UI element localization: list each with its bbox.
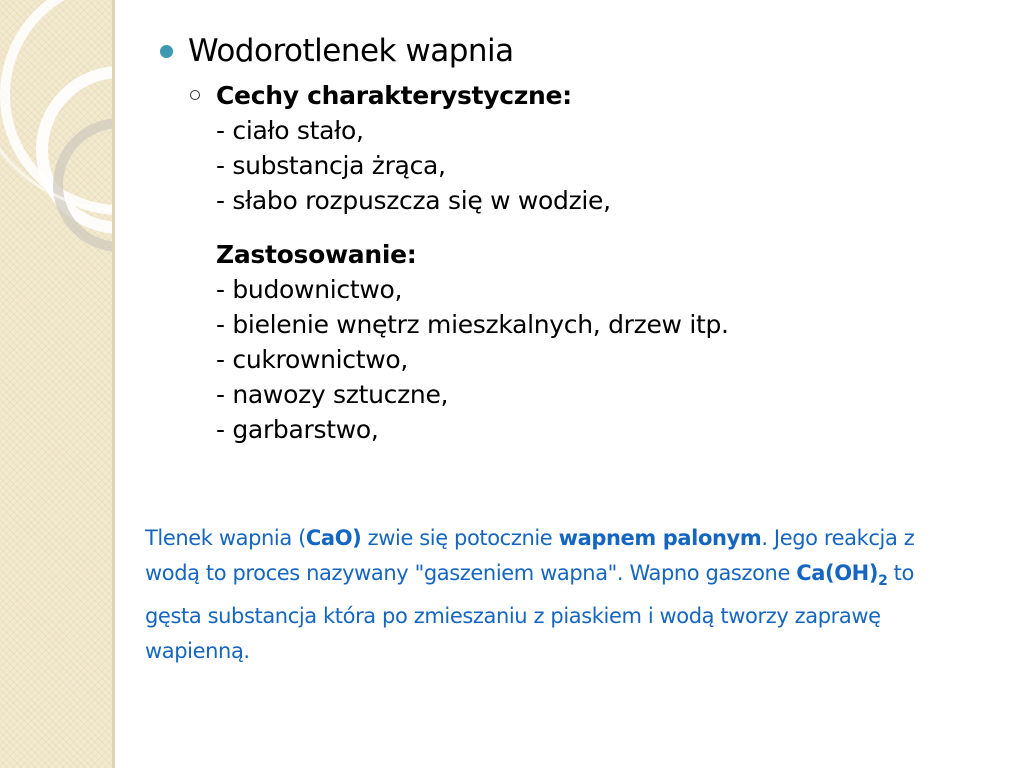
feature-item: - słabo rozpuszcza się w wodzie, (216, 186, 611, 215)
note-formula-cao: CaO) (305, 526, 362, 550)
usage-heading: Zastosowanie: (216, 240, 417, 269)
features-heading: Cechy charakterystyczne: (216, 81, 572, 110)
bullet-dot-icon (160, 45, 173, 58)
bullet-title: Wodorotlenek wapnia (188, 33, 514, 69)
note-paragraph (145, 521, 945, 669)
usage-item: - budownictwo, (216, 275, 403, 304)
feature-item: - substancja żrąca, (216, 151, 446, 180)
usage-item: - garbarstwo, (216, 415, 379, 444)
bullet-level-1 (160, 30, 980, 72)
usage-item: - nawozy sztuczne, (216, 380, 449, 409)
side-band-edge (112, 0, 115, 768)
blank-line (216, 218, 980, 237)
note-text: to gęsta substancja która po zmieszaniu z piaskiem i wodą tworzy zaprawę wapienną. (145, 561, 914, 664)
feature-item: - ciało stało, (216, 116, 364, 145)
note-text: zwie się potocznie (361, 526, 559, 550)
formula-subscript: 2 (878, 573, 888, 590)
usage-item: - cukrownictwo, (216, 345, 409, 374)
bullet-ring-icon (190, 90, 200, 100)
note-text: Tlenek wapnia ( (145, 526, 306, 550)
note-term: wapnem palonym (558, 526, 762, 550)
bullet-level-2 (160, 78, 980, 447)
slide-content (160, 30, 980, 447)
note-formula-caoh2 (796, 561, 888, 590)
note-text: . Jego reakcja z wodą to proces nazywany "gaszeniem wapna". Wapno gaszone (145, 526, 915, 585)
decorative-side-band (0, 0, 112, 768)
usage-item: - bielenie wnętrz mieszkalnych, drzew itp. (216, 310, 729, 339)
decorative-rings (0, 0, 112, 768)
formula-base: Ca(OH) (796, 561, 879, 585)
